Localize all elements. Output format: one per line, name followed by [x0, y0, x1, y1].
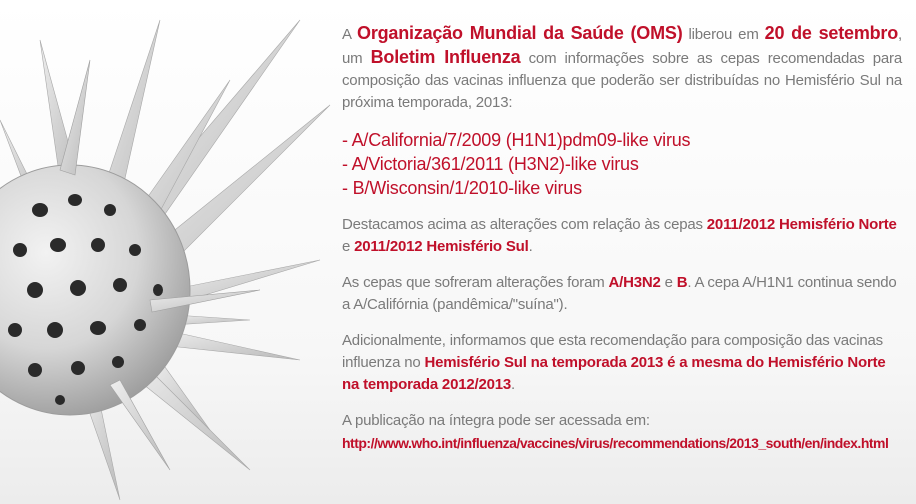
intro-text-1: A — [342, 26, 358, 43]
intro-paragraph — [342, 22, 902, 114]
additional-text-2: . — [511, 376, 515, 393]
strain-item: - A/Victoria/361/2011 (H3N2)-like virus — [342, 154, 639, 174]
northern-hemisphere-label: 2011/2012 Hemisfério Norte — [706, 216, 897, 233]
altered-paragraph — [342, 272, 902, 316]
release-date: 20 de setembro — [764, 23, 899, 43]
southern-hemisphere-label: 2011/2012 Hemisfério Sul — [354, 238, 529, 255]
intro-text-4: com informações sobre as cepas recomendadas para composição das vacinas influenza que poderão ser distribuídas no Hemisfério Sul na próxima temporada, 2013: — [342, 50, 902, 111]
changes-text-3: . — [528, 238, 533, 255]
additional-text-1: Adicionalmente, informamos que esta recomendação para composição das vacinas influenza no — [342, 332, 883, 371]
bulletin-name: Boletim Influenza — [370, 47, 521, 67]
publication-paragraph — [342, 410, 902, 455]
article-text — [342, 22, 902, 455]
publication-text: A publicação na íntegra pode ser acessada em: — [342, 412, 650, 429]
changes-paragraph — [342, 214, 902, 258]
changes-text-1: Destacamos acima as alterações com relação às cepas — [342, 216, 707, 233]
additional-highlight: Hemisfério Sul na temporada 2013 é a mesma do Hemisfério Norte na temporada 2012/2013 — [342, 354, 886, 393]
altered-text-1: As cepas que sofreram alterações foram — [342, 274, 609, 291]
who-name: Organização Mundial da Saúde (OMS) — [357, 23, 683, 43]
h3n2-label: A/H3N2 — [608, 274, 661, 291]
b-label: B — [676, 274, 688, 291]
strain-list — [342, 128, 902, 200]
virus-illustration — [0, 0, 340, 504]
changes-text-2: e — [342, 238, 355, 255]
intro-text-2: liberou em — [682, 26, 765, 43]
additional-paragraph — [342, 330, 902, 396]
strain-item: - B/Wisconsin/1/2010-like virus — [342, 178, 582, 198]
altered-text-2: e — [660, 274, 677, 291]
intro-text-3: , um — [342, 26, 902, 67]
publication-link[interactable]: http://www.who.int/influenza/vaccines/virus/recommendations/2013_south/en/index.html — [342, 435, 889, 451]
altered-text-3: . A cepa A/H1N1 continua sendo a A/Califórnia (pandêmica/"suína"). — [342, 274, 897, 313]
strain-item: - A/California/7/2009 (H1N1)pdm09-like virus — [342, 130, 691, 150]
